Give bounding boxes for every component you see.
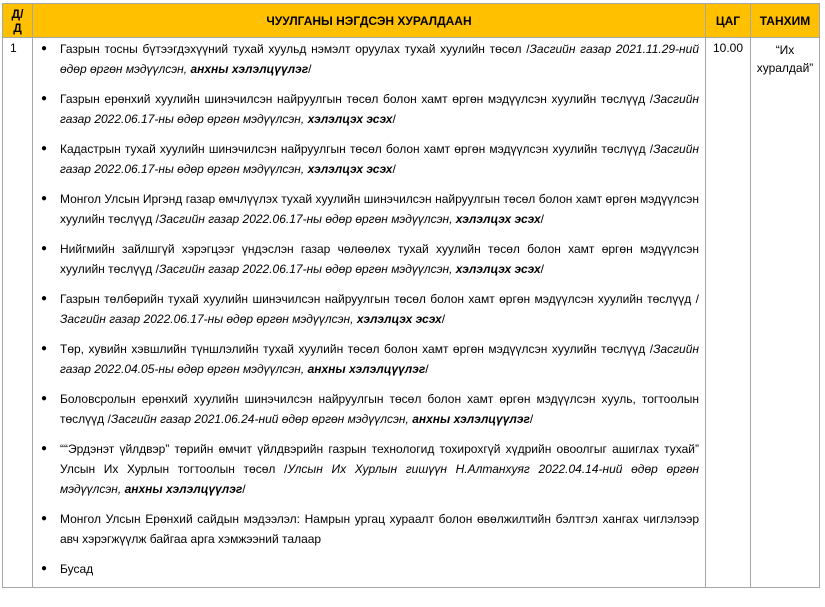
item-tail: / <box>529 412 534 426</box>
item-source: Засгийн газар 2021.11.29-ний өдөр өргөн мэдүүлсэн, <box>60 42 699 76</box>
item-tail: / <box>308 62 312 76</box>
item-stage: хэлэлцэх эсэх <box>307 162 393 176</box>
agenda-items-cell <box>33 38 706 588</box>
item-source: Засгийн газар 2022.06.17-ны өдөр өргөн мэдүүлсэн, <box>158 262 456 276</box>
item-tail: / <box>425 362 429 376</box>
row-num: 1 <box>3 38 33 588</box>
item-text: Монгол Улсын Иргэнд газар өмчлүүлэх тухай хуулийн шинэчилсэн найруулгын төсөл болон хамт өргөн мэдүүлсэн хуулийн төслүүд / <box>60 192 699 226</box>
list-item <box>41 289 699 329</box>
bullet-icon: ● <box>41 93 48 104</box>
item-source: Засгийн газар 2022.06.17-ны өдөр өргөн мэдүүлсэн, <box>60 142 699 176</box>
list-item <box>41 559 699 579</box>
session-agenda-table <box>2 3 820 588</box>
list-item <box>41 189 699 229</box>
item-stage: анхны хэлэлцүүлэг <box>412 412 530 426</box>
item-source: Засгийн газар 2022.06.17-ны өдөр өргөн мэдүүлсэн, <box>60 92 699 126</box>
bullet-icon: ● <box>41 193 48 204</box>
row-room: “Их хуралдай” <box>751 38 820 588</box>
list-item <box>41 239 699 279</box>
list-item <box>41 389 699 429</box>
item-tail: / <box>441 312 446 326</box>
bullet-icon: ● <box>41 243 48 254</box>
item-text: Боловсролын ерөнхий хуулийн шинэчилсэн найруулгын төсөл болон хамт өргөн мэдүүлсэн хууль, тогтоолын төслүүд / <box>60 392 699 426</box>
item-source: Засгийн газар 2022.04.05-ны өдөр өргөн мэдүүлсэн, <box>60 342 699 376</box>
header-time: ЦАГ <box>706 4 751 38</box>
item-text: Кадастрын тухай хуулийн шинэчилсэн найруулгын төсөл болон хамт өргөн мэдүүлсэн хуулийн төслүүд / <box>60 142 654 156</box>
item-text: Бусад <box>60 562 94 576</box>
table-row <box>3 38 820 588</box>
item-source: Засгийн газар 2022.06.17-ны өдөр өргөн мэдүүлсэн, <box>158 212 456 226</box>
item-stage: анхны хэлэлцүүлэг <box>307 362 426 376</box>
item-text: Газрын төлбөрийн тухай хуулийн шинэчилсэн найруулгын төсөл болон хамт өргөн мэдүүлсэн хуулийн төслүүд / <box>60 292 699 306</box>
item-source: Улсын Их Хурлын гишүүн Н.Алтанхуяг 2022.04.14-ний өдөр өргөн мэдүүлсэн, <box>60 462 699 496</box>
item-source: Засгийн газар 2022.06.17-ны өдөр өргөн мэдүүлсэн, <box>60 312 357 326</box>
item-tail: / <box>540 212 545 226</box>
bullet-icon: ● <box>41 443 48 454</box>
list-item <box>41 439 699 499</box>
item-tail: / <box>242 482 246 496</box>
item-text: Төр, хувийн хэвшлийн түншлэлийн тухай хуулийн төсөл болон хамт өргөн мэдүүлсэн хуулийн төслүүд / <box>60 342 654 356</box>
bullet-icon: ● <box>41 143 48 154</box>
list-item <box>41 39 699 79</box>
item-stage: хэлэлцэх эсэх <box>307 112 393 126</box>
item-tail: / <box>392 162 396 176</box>
list-item <box>41 509 699 549</box>
item-tail: / <box>392 112 396 126</box>
item-tail: / <box>540 262 545 276</box>
bullet-icon: ● <box>41 343 48 354</box>
header-room: ТАНХИМ <box>751 4 820 38</box>
list-item <box>41 339 699 379</box>
bullet-icon: ● <box>41 43 48 54</box>
item-text: Газрын ерөнхий хуулийн шинэчилсэн найруулгын төсөл болон хамт өргөн мэдүүлсэн хуулийн төслүүд / <box>60 92 654 106</box>
header-num-line-2: Д <box>13 20 22 35</box>
bullet-icon: ● <box>41 563 48 574</box>
item-text: Газрын тосны бүтээгдэхүүний тухай хуульд нэмэлт оруулах тухай хуулийн төсөл / <box>60 42 530 56</box>
bullet-icon: ● <box>41 393 48 404</box>
item-stage: хэлэлцэх эсэх <box>356 312 442 326</box>
header-session: ЧУУЛГАНЫ НЭГДСЭН ХУРАЛДААН <box>33 4 706 38</box>
list-item <box>41 139 699 179</box>
item-text: ““Эрдэнэт үйлдвэр” төрийн өмчит үйлдвэрийн газрын технологид тохирохгүй хүдрийн овоолгыг ашиглах тухай” Улсын Их Хурлын тогтоолын төсөл / <box>60 442 699 476</box>
header-num <box>3 4 33 38</box>
header-num-line-1: Д/ <box>11 6 24 21</box>
item-stage: анхны хэлэлцүүлэг <box>124 482 243 496</box>
bullet-icon: ● <box>41 293 48 304</box>
list-item <box>41 89 699 129</box>
item-stage: анхны хэлэлцүүлэг <box>190 62 309 76</box>
agenda-item-list <box>41 39 699 579</box>
item-stage: хэлэлцэх эсэх <box>455 262 541 276</box>
item-source: Засгийн газар 2021.06.24-ний өдөр өргөн мэдүүлсэн, <box>110 412 413 426</box>
bullet-icon: ● <box>41 513 48 524</box>
table-header-row <box>3 4 820 38</box>
row-time: 10.00 <box>706 38 751 588</box>
item-text: Нийгмийн зайлшгүй хэрэгцээг үндэслэн газар чөлөөлөх тухай хуулийн төсөл болон хамт өргөн мэдүүлсэн хуулийн төслүүд / <box>60 242 699 276</box>
item-text: Монгол Улсын Ерөнхий сайдын мэдээлэл: Намрын ургац хураалт болон өвөлжилтийн бэлтгэл хангах чиглэлээр авч хэрэгжүүлж байгаа арга хэмжээний талаар <box>60 512 699 546</box>
item-stage: хэлэлцэх эсэх <box>455 212 541 226</box>
